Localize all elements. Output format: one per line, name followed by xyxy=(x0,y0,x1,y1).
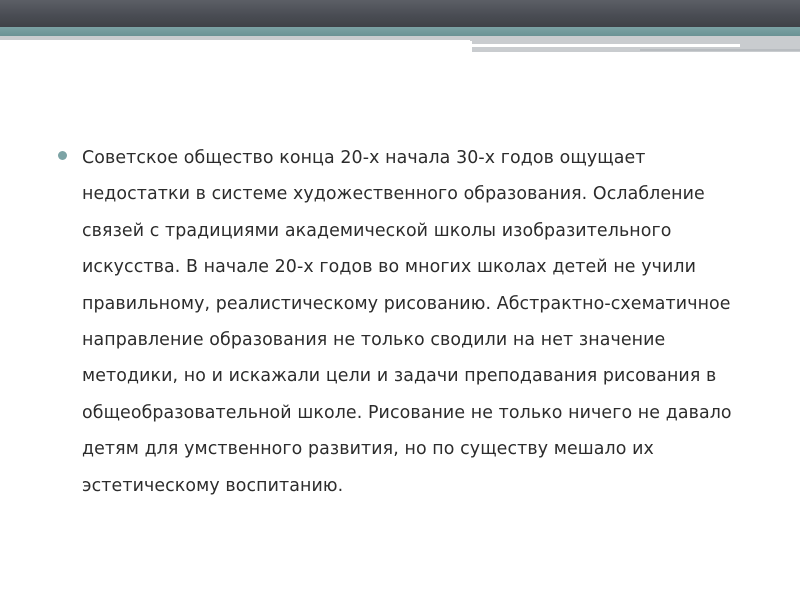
header-band xyxy=(0,0,800,27)
bullet-item xyxy=(58,140,758,504)
decorative-tab-edge xyxy=(640,49,800,51)
divider-highlight xyxy=(0,40,470,43)
accent-stripe xyxy=(0,27,800,36)
bullet-text: Советское общество конца 20-х начала 30-х годов ощущает недостатки в системе художественного образования. Ослабление связей с традициями академической школы изобразительного искусства. В начале 20-х годов во многих школах детей не учили правильному, реалистическому рисованию. Абстрактно-схематичное направление образования не только сводили на нет значение методики, но и искажали цели и задачи преподавания рисования в общеобразовательной школе. Рисование не только ничего не давало детям для умственного развития, но по существу мешало их эстетическому воспитанию. xyxy=(82,148,732,496)
slide-title xyxy=(46,100,106,106)
decorative-tab-highlight xyxy=(472,44,740,47)
bullet-dot-icon xyxy=(58,151,67,160)
slide-content xyxy=(58,140,758,504)
